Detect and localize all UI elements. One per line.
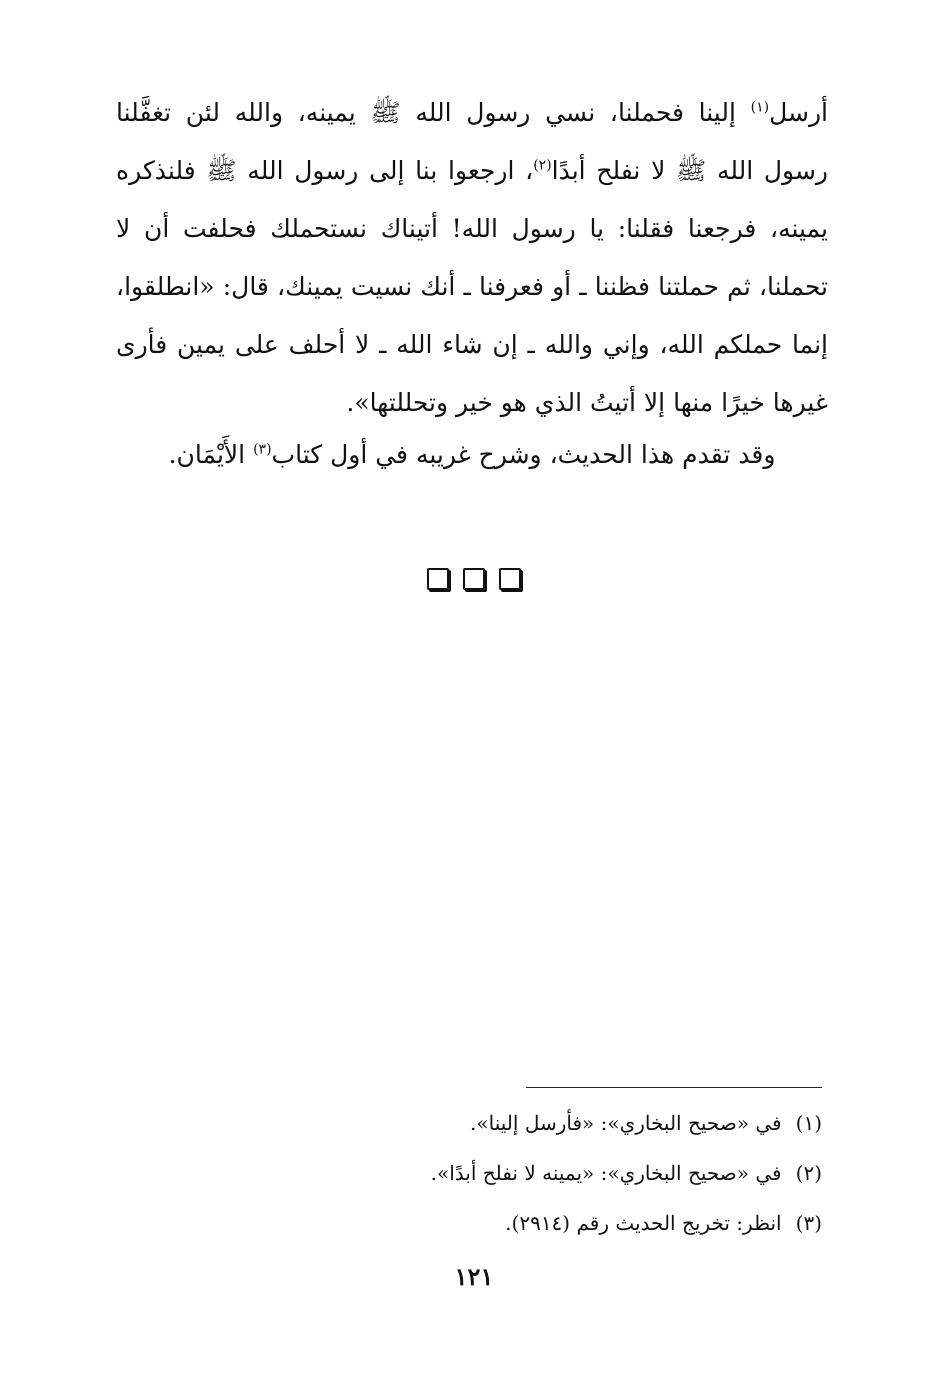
separator-square-icon	[427, 568, 449, 590]
footnote-number: (٢)	[795, 1161, 822, 1185]
footnote-text: في «صحيح البخاري»: «فأرسل إلينا».	[470, 1111, 782, 1135]
closing-paragraph	[116, 426, 828, 484]
footnote-text: انظر: تخريج الحديث رقم (٢٩١٤).	[505, 1211, 782, 1235]
footnote-item	[122, 1150, 822, 1200]
footnotes-list	[122, 1100, 822, 1250]
hadith-paragraph	[116, 84, 828, 432]
page-number: ١٢١	[454, 1262, 494, 1291]
paragraph-text-start: أرسل	[769, 98, 828, 127]
separator-square-icon	[499, 568, 521, 590]
separator-square-icon	[463, 568, 485, 590]
footnote-ref-2: (٢)	[533, 157, 552, 174]
paragraph-text-middle: إلينا فحملنا، نسي رسول الله ﷺ يمينه، والله لئن تغفَّلنا رسول الله ﷺ لا نفلح أبدًا	[116, 98, 828, 185]
closing-text-start: وقد تقدم هذا الحديث، وشرح غريبه في أول كتاب	[271, 440, 776, 469]
footnote-number: (١)	[795, 1111, 822, 1135]
footnote-text: في «صحيح البخاري»: «يمينه لا نفلح أبدًا».	[430, 1161, 782, 1185]
footnote-item	[122, 1200, 822, 1250]
footnote-ref-1: (١)	[750, 99, 770, 116]
closing-text-end: الأَيْمَان.	[168, 440, 254, 469]
section-separator	[0, 568, 948, 590]
paragraph-text-end: ، ارجعوا بنا إلى رسول الله ﷺ فلنذكره يمينه، فرجعنا فقلنا: يا رسول الله! أتيناك نستحملك فحلفت أن لا تحملنا، ثم حملتنا فظننا ـ أو فعرفنا ـ أنك نسيت يمينك، قال: «انطلقوا، إنما حملكم الله، وإني والله ـ إن شاء الله ـ لا أحلف على يمين فأرى غيرها خيرًا منها إلا أتيتُ الذي هو خير وتحللتها».	[116, 156, 828, 417]
footnote-item	[122, 1100, 822, 1150]
footnote-ref-3: (٣)	[253, 441, 272, 458]
footnote-number: (٣)	[795, 1211, 822, 1235]
footnote-divider	[526, 1087, 822, 1088]
